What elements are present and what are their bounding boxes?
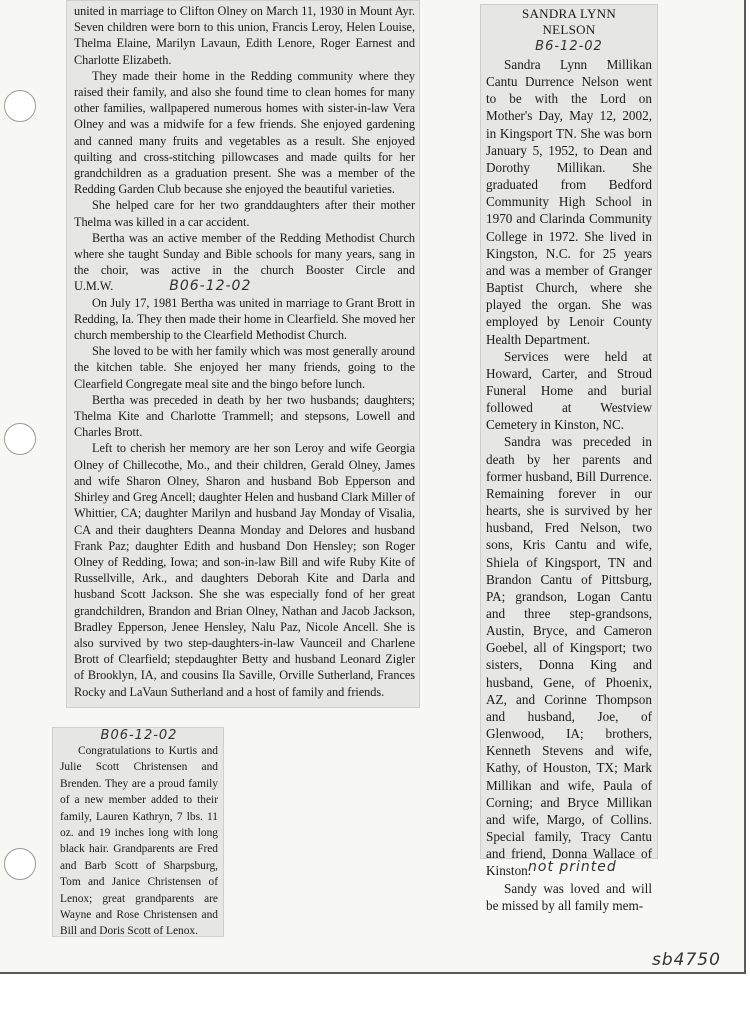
catalog-number: sb4750 [652, 950, 721, 970]
binder-hole [4, 848, 36, 880]
obituary-paragraph: Left to cherish her memory are her son Leroy and wife Georgia Olney of Chillecothe, Mo., and their children, Gerald Olney, James and wife Sharon Olney, Sharon and husband Bob Epperson and Shirley and Greg Ancell; daughter Helen and husband Clark Miller of Whittier, CA; daughter Marilyn and husband Jay Monday of Visalia, CA and their daughters Deanna Monday and Delores and husband Frank Paz; daughter Edith and husband Don Hensley; son Roger Olney of Redding, Iowa; and son-in-law Bill and wife Ruby Kite of Russellville, Ark., and daughters Deborah Kite and Darla and husband Scott Jackson. She she was especially fond of her great grandchildren, Brandon and Brian Olney, Nathan and Jacob Jackson, Bradley Epperson, Jenee Hensley, Nalu Paz, Nicole Ancell. She is also survived by two step-daughters-in-law Vaunceil and Charlene Brott of Clearfield; stepdaughter Betty and husband Leonard Zigler of Brooklyn, IA, and cousins Ila Saville, Orville Sutherland, Frances Rocky and LaVaun Sutherland and a host of family and friends. [74, 441, 415, 699]
handwritten-date-stamp: B6-12-02 [535, 39, 603, 54]
obituary-paragraph: Sandra Lynn Millikan Cantu Durrence Nelson went to be with the Lord on Mother's Day, May 12, 2002, in Kingsport TN. She was born January 5, 1952, to Dean and Dorothy Millikan. She graduated from Bedford Community High School in 1970 and Clarinda Community College in 1972. She lived in Kingston, N.C. for 25 years and was a member of Granger Baptist Church, where she played the organ. She was employed by Lenoir County Health Department. [486, 57, 652, 347]
birth-announcement-clipping [52, 727, 224, 937]
handwritten-date-stamp: B06-12-02 [100, 728, 178, 743]
obituary-paragraph: They made their home in the Redding community where they raised their family, and also she found time to clean homes for many other families, wallpapered numerous homes with sister-in-law Vera Olney and was a midwife for a few friends. She enjoyed gardening and canned many fruits and vegetables as a result. She enjoyed quilting and cross-stitching pillowcases and made quilts for her grandchildren as a graduation present. She was a member of the Redding Garden Club because she enjoyed the beautiful varieties. [74, 68, 415, 197]
obituary-paragraph: Sandy was loved and will be missed by all family mem- [486, 880, 652, 913]
handwritten-note: not printed [528, 859, 617, 875]
headline-line: SANDRA LYNN [521, 6, 617, 21]
binder-hole [4, 423, 36, 455]
handwritten-date-stamp: B06-12-02 [169, 278, 252, 295]
obituary-paragraph: She helped care for her two granddaughters after their mother Thelma was killed in a car accident. [74, 198, 415, 229]
binder-hole [4, 90, 36, 122]
obituary-paragraph: united in marriage to Clifton Olney on March 11, 1930 in Mount Ayr. Seven children were born to this union, Francis Leroy, Helen Louise, Thelma Elaine, Marilyn Lavaun, Edith Lenore, Roger Earnest and Charlotte Elizabeth. [74, 4, 415, 67]
obituary-paragraph: On July 17, 1981 Bertha was united in marriage to Grant Brott in Redding, Ia. They then made their home in Clearfield. She moved her church membership to the Clearfield Methodist Church. [74, 295, 415, 343]
obituary-paragraph: Services were held at Howard, Carter, and Stroud Funeral Home and burial followed at Westview Cemetery in Kinston, NC. [486, 348, 652, 433]
obituary-paragraph-with-stamp [74, 230, 415, 295]
obituary-paragraph: Bertha was preceded in death by her two husbands; daughters; Thelma Kite and Charlotte Trammell; and stepsons, Lowell and Charles Brott. [74, 392, 415, 440]
obituary-clipping-bertha [66, 0, 420, 708]
obituary-paragraph: Sandra was preceded in death by her parents and former husband, Bill Durrence. Remaining forever in our hearts, she is survived by her husband, Fred Nelson, two sons, Kris Cantu and wife, Shiela of Kingsport, TN and Brandon Cantu of Pittsburg, PA; grandson, Logan Cantu and three step-grandsons, Austin, Bryce, and Cameron Goebel, all of Kingsport; two sisters, Donna King and husband, Gene, of Phoenix, AZ, and Corinne Thompson and husband, Joe, of Glenwood, IA; brothers, Kenneth Stevens and wife, Kathy, of Houston, TX; Mark Millikan and wife, Paula of Corning; and Bryce Millikan and wife, Margo, of Collins. Special family, Tracy Cantu and friend, Donna Wallace of Kinston. [486, 434, 652, 879]
obituary-paragraph: She loved to be with her family which was most generally around the kitchen table. She enjoyed her many friends, going to the Clearfield Congregate meal site and the bingo before lunch. [74, 344, 415, 391]
obituary-headline [486, 6, 652, 37]
headline-line: NELSON [542, 21, 596, 37]
obituary-paragraph: Bertha was an active member of the Redding Methodist Church where she taught Sunday and Bible schools for many years, sang in the choir, was active in the church Booster Circle and U.M.W. [74, 230, 415, 294]
birth-announcement-text: Congratulations to Kurtis and Julie Scott Christensen and Brenden. They are a proud family of a new member added to their family, Lauren Kathryn, 7 lbs. 11 oz. and 19 inches long with long black hair. Grandparents are Fred and Barb Scott of Sharpsburg, Tom and Janice Christensen of Lenox; great grandparents are Wayne and Rose Christensen and Bill and Doris Scott of Lenox. [60, 745, 218, 938]
